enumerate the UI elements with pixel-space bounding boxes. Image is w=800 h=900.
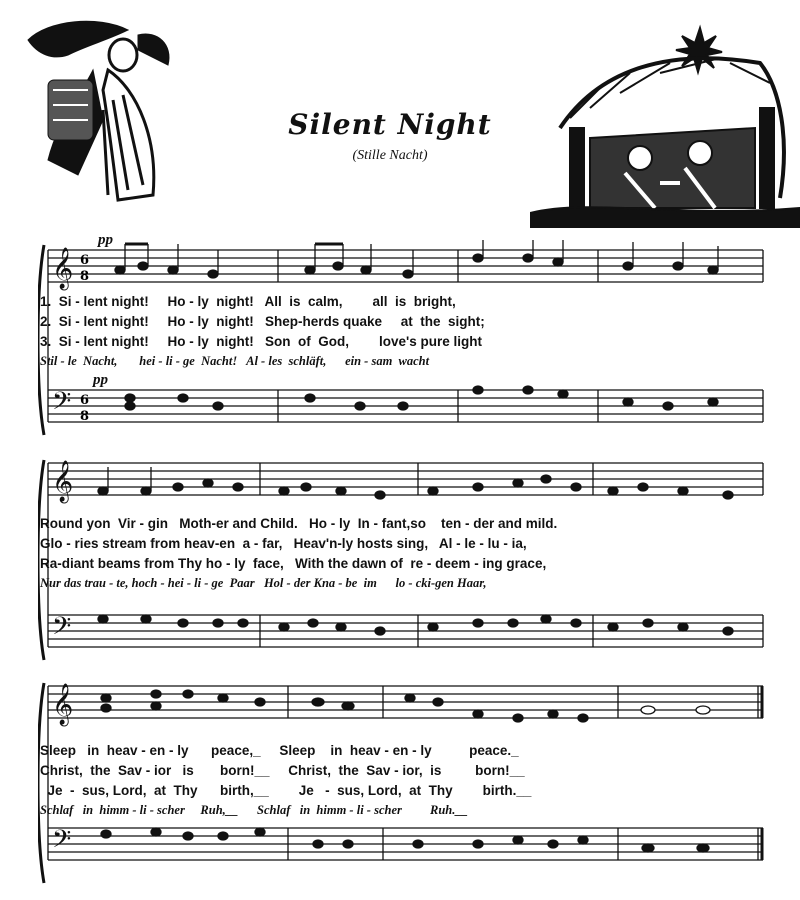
german-lyric-line: Nur das trau - te, hoch - hei - li - ge Paar Hol - der Kna - be im lo - cki-gen Haar,: [40, 576, 487, 590]
lyric-line: Je - sus, Lord, at Thy birth,__ Je - sus, Lord, at Thy birth.__: [40, 783, 532, 798]
song-subtitle: (Stille Nacht): [352, 148, 428, 163]
svg-text:6: 6: [80, 393, 90, 408]
svg-text:𝄞: 𝄞: [52, 248, 74, 289]
lyric-line: 3. Si - lent night! Ho - ly night! Son of God, love's pure light: [40, 334, 482, 349]
svg-text:8: 8: [80, 269, 90, 284]
nativity-scene-illustration: [530, 8, 800, 228]
german-lyric-line: Stil - le Nacht, hei - li - ge Nacht! Al - les schläft, ein - sam wacht: [40, 354, 430, 368]
lyric-line: 1. Si - lent night! Ho - ly night! All is calm, all is bright,: [40, 294, 456, 309]
song-title: Silent Night: [288, 108, 492, 141]
lyric-line: Christ, the Sav - ior is born!__ Christ, the Sav - ior, is born!__: [40, 763, 525, 778]
svg-text:𝄢: 𝄢: [52, 612, 72, 647]
lyric-line: 2. Si - lent night! Ho - ly night! Shep-herds quake at the sight;: [40, 314, 485, 329]
svg-text:𝄢: 𝄢: [52, 825, 72, 860]
svg-text:𝄞: 𝄞: [52, 684, 74, 725]
lyric-line: Ra-diant beams from Thy ho - ly face, With the dawn of re - deem - ing grace,: [40, 556, 547, 571]
dynamic-marking-bass: pp: [93, 372, 108, 388]
svg-text:8: 8: [80, 409, 90, 424]
lyric-line: Round yon Vir - gin Moth-er and Child. Ho - ly In - fant,so ten - der and mild.: [40, 516, 558, 531]
dynamic-marking-treble: pp: [98, 232, 113, 248]
svg-text:𝄢: 𝄢: [52, 387, 72, 422]
lyric-line: Glo - ries stream from heav-en a - far, Heav'n-ly hosts sing, Al - le - lu - ia,: [40, 536, 527, 551]
svg-text:𝄞: 𝄞: [52, 461, 74, 502]
angel-illustration: [8, 10, 178, 210]
german-lyric-line: Schlaf in himm - li - scher Ruh,__ Schlaf in himm - li - scher Ruh.__: [40, 803, 468, 817]
svg-text:6: 6: [80, 253, 90, 268]
lyric-line: Sleep in heav - en - ly peace,_ Sleep in heav - en - ly peace._: [40, 743, 519, 758]
